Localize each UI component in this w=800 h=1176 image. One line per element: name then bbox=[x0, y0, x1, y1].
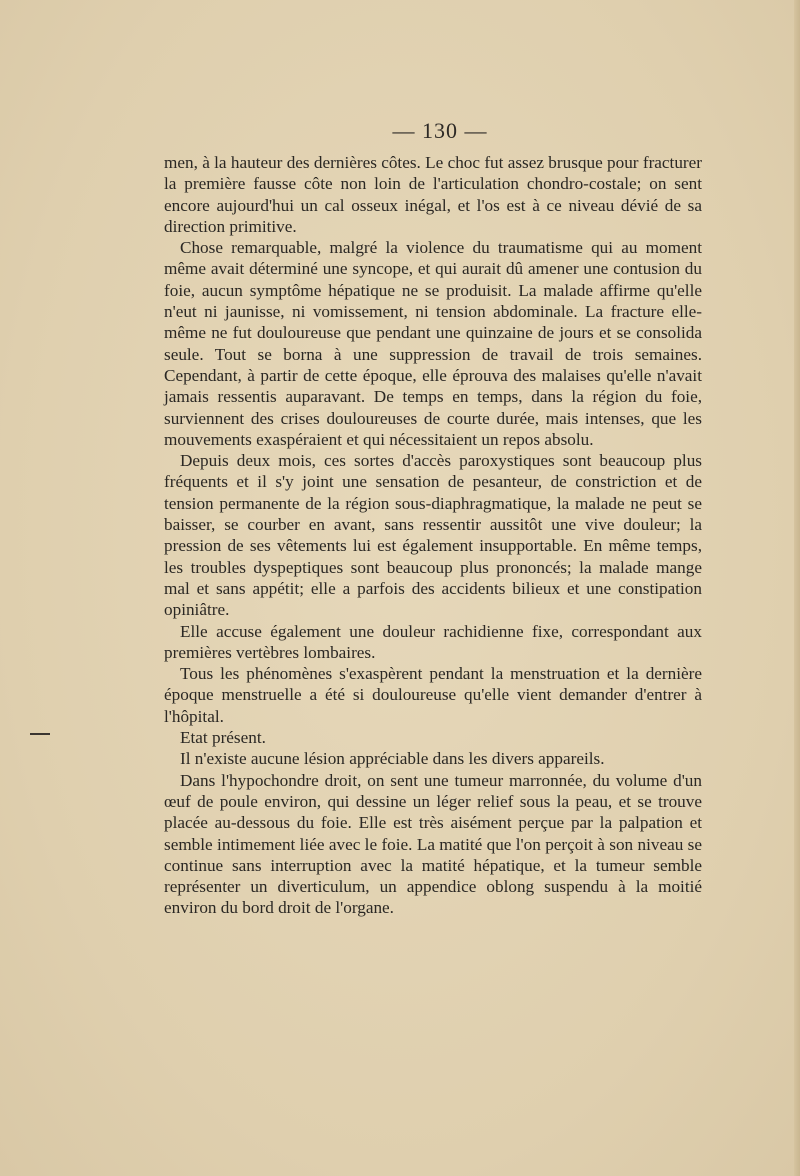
paragraph: Dans l'hypochondre droit, on sent une tumeur marronnée, du volume d'un œuf de poule environ, qui dessine un léger relief sous la peau, et se trouve placée au-dessous du foie. Elle est très aisément perçue par la palpation et semble intimement liée avec le foie. La matité que l'on perçoit à son niveau se continue sans interruption avec la matité hépatique, et la tumeur semble représenter un diverticulum, un appendice oblong suspendu à la moitié environ du bord droit de l'organe. bbox=[164, 770, 702, 918]
page-number: — 130 — bbox=[392, 118, 488, 143]
section-heading: Etat présent. bbox=[180, 728, 266, 748]
paragraph: Chose remarquable, malgré la violence du traumatisme qui au moment même avait déterminé une syncope, et qui aurait dû amener une contusion du foie, aucun symptôme hépatique ne se produisit. La malade affirme qu'elle n'eut ni jaunisse, ni vomissement, ni tension abdominale. La fracture elle-même ne fut douloureuse que pendant une quinzaine de jours et se consolida seule. Tout se borna à une suppression de travail de trois semaines. Cependant, à partir de cette époque, elle éprouva des malaises qu'elle n'avait jamais ressentis auparavant. De temps en temps, dans la région du foie, surviennent des crises douloureuses de courte durée, mais intenses, que les mouvements exaspéraient et qui nécessitaient un repos absolu. bbox=[164, 238, 702, 449]
paragraph: Elle accuse également une douleur rachidienne fixe, correspondant aux premières vertèbres lombaires. bbox=[164, 621, 702, 662]
paragraph: Tous les phénomènes s'exaspèrent pendant la menstruation et la dernière époque menstruelle a été si douloureuse qu'elle vient demander d'entrer à l'hôpital. bbox=[164, 664, 702, 726]
paragraph: Depuis deux mois, ces sortes d'accès paroxystiques sont beaucoup plus fréquents et il s'y joint une sensation de pesanteur, de constriction et de tension permanente de la région sous-diaphragmatique, la malade ne peut se baisser, se courber en avant, sans ressentir aussitôt une vive douleur; la pression de ses vêtements lui est également insupportable. En même temps, les troubles dyspeptiques sont beaucoup plus prononcés; la malade mange mal et sans appétit; elle a parfois des accidents bilieux et une constipation opiniâtre. bbox=[164, 451, 702, 620]
body-text bbox=[164, 152, 702, 919]
paragraph: men, à la hauteur des dernières côtes. Le choc fut assez brusque pour fracturer la première fausse côte non loin de l'articulation chondro-costale; on sent encore aujourd'hui un cal osseux inégal, et l'os est à ce niveau dévié de sa direction primitive. bbox=[164, 153, 702, 236]
paragraph: Il n'existe aucune lésion appréciable dans les divers appareils. bbox=[180, 749, 605, 769]
page-edge bbox=[794, 0, 800, 1176]
margin-mark bbox=[30, 733, 50, 735]
